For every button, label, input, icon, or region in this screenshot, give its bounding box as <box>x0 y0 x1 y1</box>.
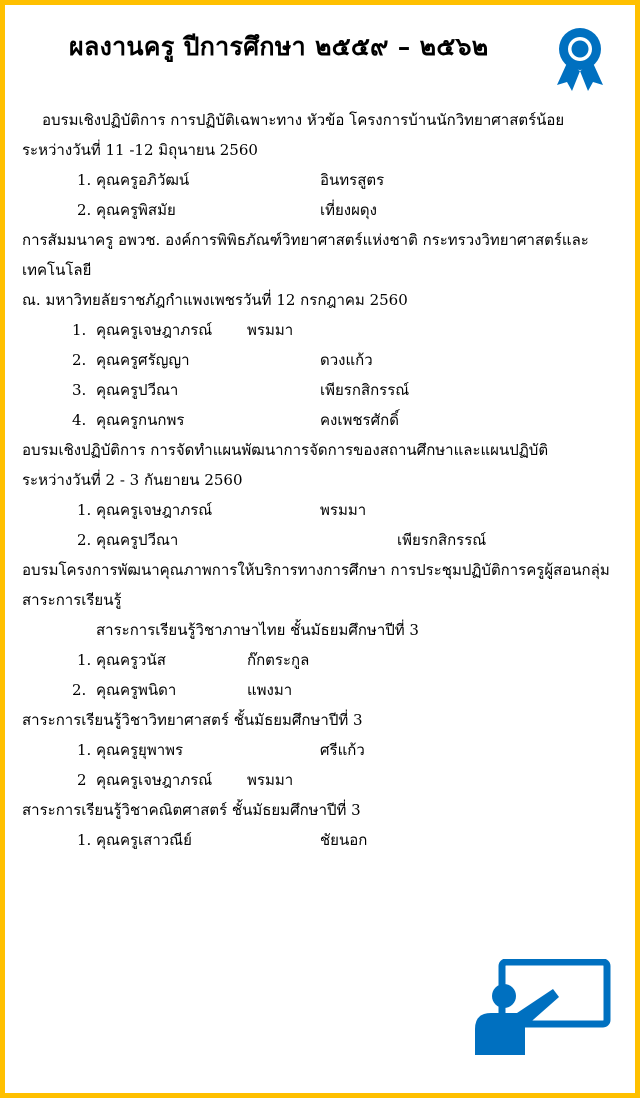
teacher-last-name: ก๊กตระกูล <box>247 651 310 669</box>
teacher-first-name: คุณครูยุพาพร <box>96 741 184 759</box>
teacher-presenting-board-icon <box>473 959 613 1055</box>
teacher-first-name: คุณครูพนิดา <box>96 681 177 699</box>
teacher-last-name: เพียรกสิกรรณ์ <box>397 531 487 549</box>
item-number: 2. <box>77 201 92 219</box>
item-number: 1. <box>77 831 92 849</box>
teacher-first-name: คุณครูพิสมัย <box>96 201 176 219</box>
teacher-last-name: พรมมา <box>247 321 294 339</box>
list-item <box>22 825 617 855</box>
section-date: ระหว่างวันที่ 2 - 3 กันยายน 2560 <box>22 471 243 489</box>
teacher-first-name: คุณครูเจษฎาภรณ์ <box>96 501 213 519</box>
item-number: 1. <box>77 171 92 189</box>
list-item <box>22 375 617 405</box>
item-number: 3. <box>72 381 87 399</box>
list-item <box>22 645 617 675</box>
list-item <box>22 345 617 375</box>
list-item <box>22 195 617 225</box>
item-number: 2 <box>77 771 87 789</box>
item-number: 4. <box>72 411 87 429</box>
item-number: 1. <box>72 321 87 339</box>
item-number: 1. <box>77 741 92 759</box>
list-item <box>22 675 617 705</box>
teacher-first-name: คุณครูวนัส <box>96 651 166 669</box>
section-date: ณ. มหาวิทยลัยราชภัฎกำแพงเพชรวันที่ 12 กรกฎาคม 2560 <box>22 291 408 309</box>
teacher-last-name: คงเพชรศักดิ์ <box>320 411 399 429</box>
teacher-last-name: ดวงแก้ว <box>320 351 373 369</box>
teacher-last-name: อินทรสูตร <box>320 171 385 189</box>
subject-heading: สาระการเรียนรู้วิชาวิทยาศาสตร์ ชั้นมัธยมศึกษาปีที่ 3 <box>22 711 363 729</box>
teacher-last-name: พรมมา <box>320 501 367 519</box>
list-item <box>22 495 617 525</box>
item-number: 1. <box>77 501 92 519</box>
item-number: 2. <box>77 531 92 549</box>
section-title: การสัมมนาครู อพวช. องค์การพิพิธภัณฑ์วิทยาศาสตร์แห่งชาติ กระทรวงวิทยาศาสตร์และเทคโนโลยี <box>22 231 589 279</box>
teacher-first-name: คุณครูปวีณา <box>96 531 179 549</box>
item-number: 1. <box>77 651 92 669</box>
list-item <box>22 525 617 555</box>
document-body <box>22 105 617 855</box>
teacher-first-name: คุณครูกนกพร <box>96 411 185 429</box>
list-item <box>22 165 617 195</box>
teacher-last-name: ศรีแก้ว <box>320 741 365 759</box>
page-title: ผลงานครู ปีการศึกษา ๒๕๕๙ – ๒๕๖๒ <box>69 32 489 61</box>
teacher-last-name: พรมมา <box>247 771 294 789</box>
teacher-last-name: ชัยนอก <box>320 831 368 849</box>
list-item <box>22 405 617 435</box>
teacher-first-name: คุณครูปวีณา <box>96 381 179 399</box>
list-item <box>22 735 617 765</box>
award-ribbon-icon <box>553 25 607 95</box>
list-item <box>22 765 617 795</box>
section-title: อบรมโครงการพัฒนาคุณภาพการให้บริการทางการศึกษา การประชุมปฏิบัติการครูผู้สอนกลุ่ม <box>22 561 610 579</box>
subject-heading: สาระการเรียนรู้วิชาภาษาไทย ชั้นมัธยมศึกษาปีที่ 3 <box>96 621 419 639</box>
section-subtitle: สาระการเรียนรู้ <box>22 591 122 609</box>
item-number: 2. <box>72 681 87 699</box>
section-date: ระหว่างวันที่ 11 -12 มิถุนายน 2560 <box>22 141 258 159</box>
teacher-last-name: แพงมา <box>247 681 293 699</box>
teacher-first-name: คุณครูเจษฎาภรณ์ <box>96 771 213 789</box>
section-title: อบรมเชิงปฏิบัติการ การจัดทำแผนพัฒนาการจัดการของสถานศึกษาและแผนปฏิบัติ <box>22 441 549 459</box>
list-item <box>22 315 617 345</box>
section-title: อบรมเชิงปฏิบัติการ การปฏิบัติเฉพาะทาง หัวข้อ โครงการบ้านนักวิทยาศาสตร์น้อย <box>42 111 565 129</box>
teacher-last-name: เที่ยงผดุง <box>320 201 377 219</box>
teacher-first-name: คุณครูศรัญญา <box>96 351 190 369</box>
teacher-first-name: คุณครูเจษฎาภรณ์ <box>96 321 213 339</box>
teacher-first-name: คุณครูเสาวณีย์ <box>96 831 192 849</box>
teacher-first-name: คุณครูอภิวัฒน์ <box>96 171 190 189</box>
item-number: 2. <box>72 351 87 369</box>
teacher-last-name: เพียรกสิกรรณ์ <box>320 381 410 399</box>
subject-heading: สาระการเรียนรู้วิชาคณิตศาสตร์ ชั้นมัธยมศึกษาปีที่ 3 <box>22 801 361 819</box>
